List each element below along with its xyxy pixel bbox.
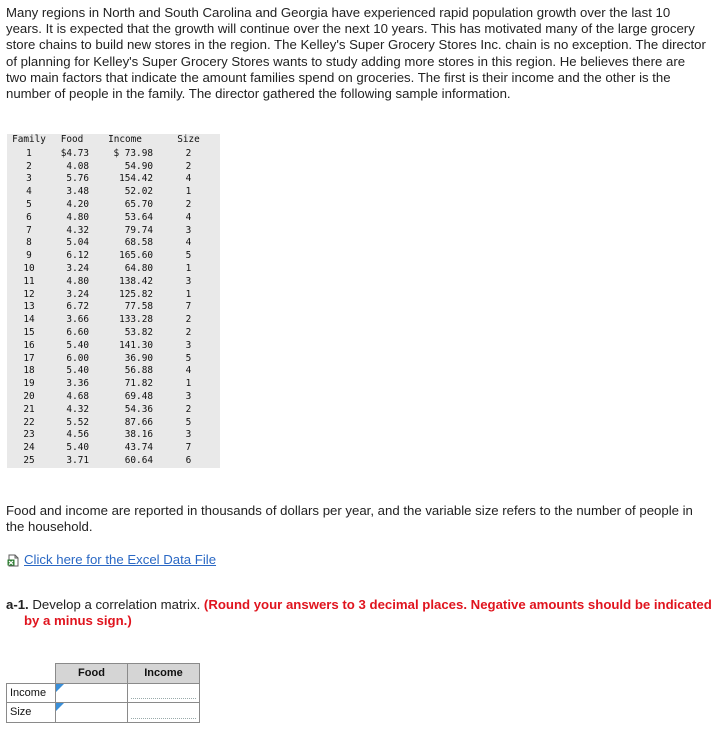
table-cell: 60.64	[124, 454, 153, 466]
table-cell: 20	[23, 390, 35, 402]
table-cell: 43.74	[124, 442, 153, 454]
table-cell: 4.08	[66, 160, 89, 172]
table-cell: 4.80	[66, 275, 89, 287]
table-row	[7, 237, 220, 250]
table-cell: 2	[185, 147, 192, 159]
matrix-corner	[7, 664, 56, 684]
table-cell: 17	[23, 352, 35, 364]
table-cell: 3.36	[66, 378, 89, 390]
table-cell: 65.70	[124, 198, 153, 210]
table-cell: 14	[23, 314, 35, 326]
table-cell: 71.82	[124, 378, 153, 390]
question-number: a-1.	[6, 597, 29, 612]
table-cell: 2	[185, 314, 192, 326]
table-row	[7, 225, 220, 238]
table-cell: 10	[23, 262, 35, 274]
table-cell: 6.00	[66, 352, 89, 364]
table-cell: 21	[23, 403, 35, 415]
column-header: Family	[12, 134, 46, 145]
table-cell: 16	[23, 339, 35, 351]
table-cell: $4.73	[60, 147, 89, 159]
table-cell: 6	[26, 211, 32, 223]
table-row	[7, 289, 220, 302]
column-header: Food	[60, 134, 84, 145]
table-cell: 12	[23, 288, 35, 300]
size-income-input[interactable]	[128, 703, 199, 722]
table-row	[7, 161, 220, 174]
table-cell: 3.48	[66, 186, 89, 198]
table-cell: 8	[26, 237, 32, 249]
table-cell: 3	[185, 339, 192, 351]
table-cell: 2	[185, 198, 192, 210]
table-cell: 1	[185, 288, 192, 300]
input-flag-icon	[56, 684, 64, 692]
table-cell: 5.40	[66, 339, 89, 351]
table-cell: 87.66	[124, 416, 153, 428]
table-cell: 2	[185, 326, 192, 338]
table-cell: 5.40	[66, 442, 89, 454]
table-cell: 6.12	[66, 250, 89, 262]
table-cell: 18	[23, 365, 35, 377]
table-cell: 138.42	[119, 275, 153, 287]
table-cell: 3.71	[66, 454, 89, 466]
table-header-row	[7, 134, 220, 147]
table-row	[7, 199, 220, 212]
table-cell: 3	[185, 275, 192, 287]
matrix-col-header-income: Income	[128, 664, 200, 684]
table-cell: 53.82	[124, 326, 153, 338]
table-cell: 52.02	[124, 186, 153, 198]
income-food-cell[interactable]	[56, 683, 128, 703]
table-cell: 4	[185, 365, 192, 377]
table-cell: 4.32	[66, 224, 89, 236]
table-cell: 68.58	[124, 237, 153, 249]
table-cell: 4	[185, 237, 192, 249]
table-cell: 7	[26, 224, 32, 236]
table-row	[7, 276, 220, 289]
table-cell: 38.16	[124, 429, 153, 441]
units-note: Food and income are reported in thousands of dollars per year, and the variable size refers to the number of people in the household.	[6, 503, 693, 535]
matrix-row-label-income: Income	[7, 683, 56, 703]
table-row	[7, 417, 220, 430]
table-row	[7, 250, 220, 263]
column-header: Size	[177, 134, 200, 145]
table-body	[7, 147, 220, 468]
table-cell: 4.20	[66, 198, 89, 210]
table-row	[7, 429, 220, 442]
table-cell: 1	[185, 262, 192, 274]
table-cell: 24	[23, 442, 35, 454]
table-cell: 6.72	[66, 301, 89, 313]
table-row	[7, 186, 220, 199]
table-cell: 53.64	[124, 211, 153, 223]
table-cell: 19	[23, 378, 35, 390]
table-cell: 5.40	[66, 365, 89, 377]
table-cell: 2	[26, 160, 32, 172]
table-cell: 15	[23, 326, 35, 338]
table-cell: 3.66	[66, 314, 89, 326]
table-row	[7, 212, 220, 225]
input-underline	[131, 718, 196, 719]
income-income-cell	[128, 683, 200, 703]
table-cell: 1	[26, 147, 32, 159]
table-row	[7, 340, 220, 353]
matrix-row-income	[7, 683, 200, 703]
table-cell: 54.36	[124, 403, 153, 415]
table-cell: 2	[185, 403, 192, 415]
table-cell: 25	[23, 454, 35, 466]
sample-data-table	[7, 134, 220, 468]
table-cell: 5.04	[66, 237, 89, 249]
table-cell: 5	[26, 198, 32, 210]
table-cell: 133.28	[119, 314, 153, 326]
table-cell: 22	[23, 416, 35, 428]
question-a1	[6, 597, 714, 629]
table-cell: 4.32	[66, 403, 89, 415]
table-cell: 5	[185, 416, 192, 428]
problem-intro: Many regions in North and South Carolina and Georgia have experienced rapid population growth over the last 10 years. It is expected that the growth will continue over the next 10 years. This has motivated many of the large grocery store chains to build new stores in the region. The Kelley's Super Grocery Stores Inc. chain is no exception. The director of planning for Kelley's Super Grocery Stores wants to study adding more stores in this region. He believes there are two main factors that indicate the amount families spend on groceries. The first is their income and the other is the number of people in the family. The director gathered the following sample information.	[6, 5, 706, 102]
matrix-row-size	[7, 703, 200, 723]
table-cell: 4.68	[66, 390, 89, 402]
table-cell: 11	[23, 275, 35, 287]
table-cell: 13	[23, 301, 35, 313]
table-cell: 2	[185, 160, 192, 172]
table-row	[7, 263, 220, 276]
matrix-col-header-food: Food	[56, 664, 128, 684]
excel-file-icon	[7, 554, 20, 567]
table-cell: 77.58	[124, 301, 153, 313]
table-row	[7, 173, 220, 186]
table-cell: 4.56	[66, 429, 89, 441]
excel-link-label[interactable]: Click here for the Excel Data File	[24, 552, 217, 567]
table-cell: 141.30	[119, 339, 153, 351]
table-cell: 125.82	[119, 288, 153, 300]
table-cell: 165.60	[119, 250, 153, 262]
table-row	[7, 314, 220, 327]
size-income-cell[interactable]	[128, 703, 200, 723]
table-cell: $ 73.98	[113, 147, 153, 159]
table-cell: 4	[26, 186, 32, 198]
table-cell: 1	[185, 378, 192, 390]
table-row	[7, 327, 220, 340]
input-flag-icon	[56, 703, 64, 711]
income-food-input[interactable]	[56, 684, 127, 703]
matrix-row-label-size: Size	[7, 703, 56, 723]
question-text: Develop a correlation matrix.	[28, 597, 204, 612]
table-cell: 1	[185, 186, 192, 198]
table-cell: 154.42	[119, 173, 153, 185]
rounding-instruction: (Round your answers to 3 decimal places. Negative amounts should be indicated by a minus sign.)	[24, 597, 712, 629]
table-cell: 6	[185, 454, 192, 466]
table-row	[7, 147, 220, 161]
table-cell: 3.24	[66, 262, 89, 274]
correlation-matrix	[6, 663, 200, 723]
size-food-input[interactable]	[56, 703, 127, 722]
table-cell: 9	[26, 250, 32, 262]
table-cell: 3	[185, 224, 192, 236]
table-row	[7, 404, 220, 417]
table-cell: 69.48	[124, 390, 153, 402]
table-cell: 79.74	[124, 224, 153, 236]
table-cell: 7	[185, 442, 192, 454]
table-cell: 3	[185, 390, 192, 402]
table-cell: 3	[185, 429, 192, 441]
excel-data-link[interactable]	[7, 552, 216, 568]
table-row	[7, 353, 220, 366]
table-row	[7, 365, 220, 378]
size-food-cell[interactable]	[56, 703, 128, 723]
table-cell: 36.90	[124, 352, 153, 364]
table-cell: 23	[23, 429, 35, 441]
table-cell: 7	[185, 301, 192, 313]
table-cell: 4	[185, 173, 192, 185]
table-cell: 4.80	[66, 211, 89, 223]
table-cell: 5.52	[66, 416, 89, 428]
table-cell: 3	[26, 173, 32, 185]
table-row	[7, 378, 220, 391]
table-cell: 54.90	[124, 160, 153, 172]
table-row	[7, 455, 220, 468]
table-row	[7, 391, 220, 404]
table-cell: 4	[185, 211, 192, 223]
matrix-header-row	[7, 664, 200, 684]
table-row	[7, 301, 220, 314]
table-cell: 56.88	[124, 365, 153, 377]
table-cell: 5	[185, 352, 192, 364]
table-cell: 5.76	[66, 173, 89, 185]
table-cell: 5	[185, 250, 192, 262]
table-cell: 6.60	[66, 326, 89, 338]
blank-placeholder-line	[131, 698, 196, 699]
table-cell: 3.24	[66, 288, 89, 300]
column-header: Income	[108, 134, 142, 145]
table-row	[7, 442, 220, 455]
table-cell: 64.80	[124, 262, 153, 274]
